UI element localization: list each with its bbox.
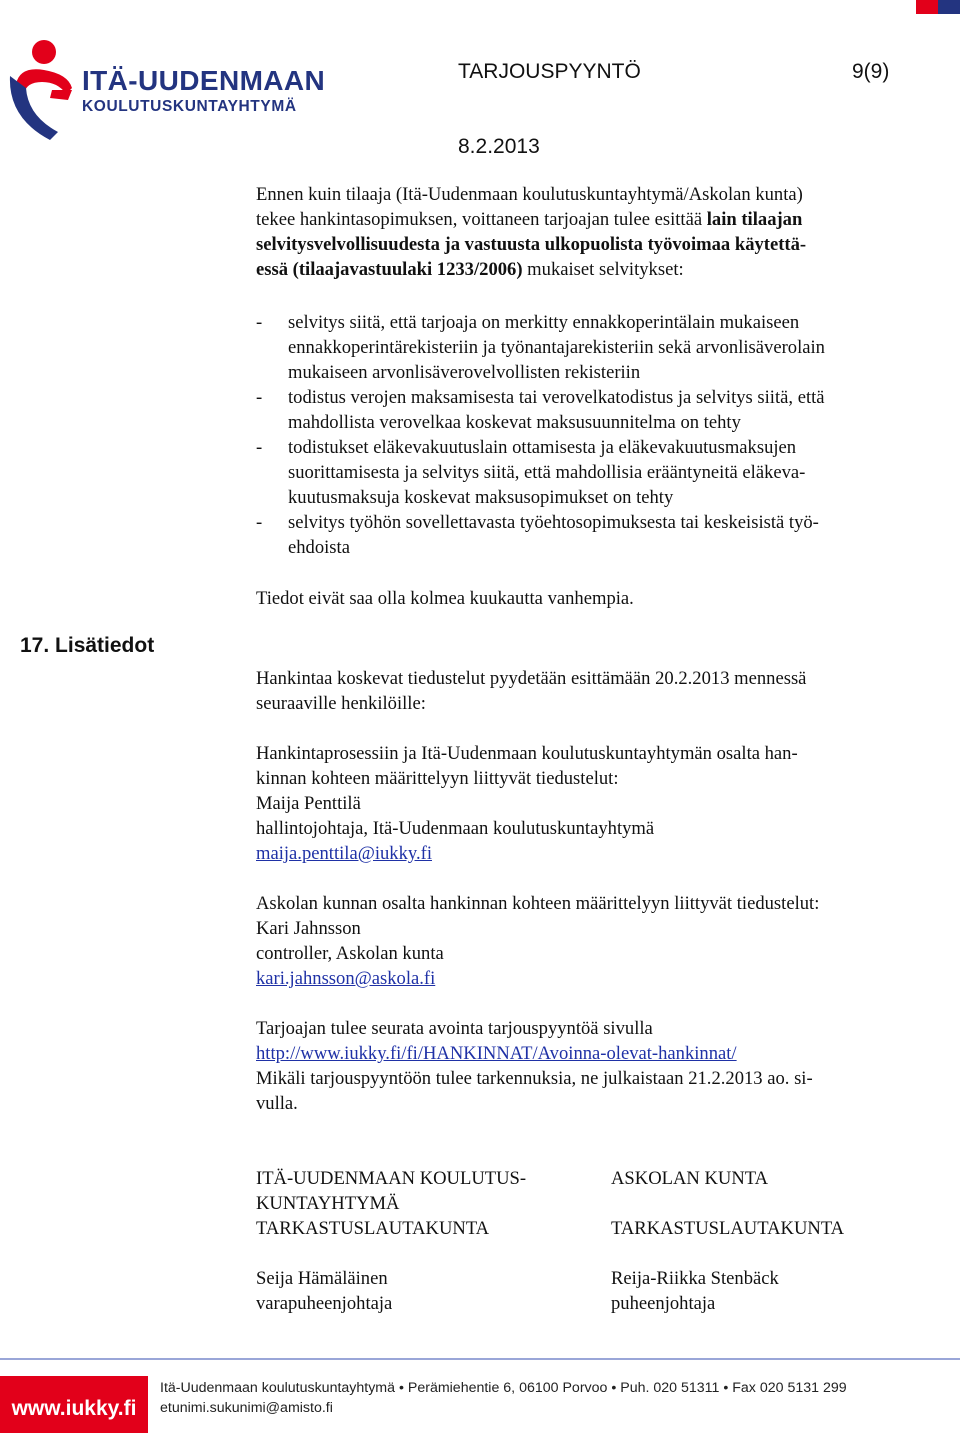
intro-line: Ennen kuin tilaaja (Itä-Uudenmaan koulutuskuntayhtymä/Askolan kunta) [256, 184, 803, 205]
list-dash: - [256, 512, 263, 533]
list-item-line: ehdoista [288, 537, 350, 558]
contact-title: hallintojohtaja, Itä-Uudenmaan koulutuskuntayhtymä [256, 818, 655, 839]
follow-up-paragraph [256, 1016, 916, 1116]
signature-board: TARKASTUSLAUTAKUNTA [611, 1218, 845, 1239]
organization-name-line2: KOULUTUSKUNTAYHTYMÄ [82, 98, 297, 115]
list-item [256, 310, 916, 385]
contact-name: Kari Jahnsson [256, 918, 361, 939]
paragraph-line: Tarjoajan tulee seurata avointa tarjouspyyntöä sivulla [256, 1018, 653, 1039]
contact-iukky [256, 741, 916, 866]
document-type: TARJOUSPYYNTÖ [458, 60, 641, 83]
footer-email: etunimi.sukunimi@amisto.fi [160, 1400, 333, 1416]
list-dash: - [256, 312, 263, 333]
signature-block-iukky [256, 1166, 596, 1316]
list-item [256, 435, 916, 510]
signatory-role: puheenjohtaja [611, 1293, 716, 1314]
contact-name: Maija Penttilä [256, 793, 361, 814]
corner-flag [916, 0, 960, 14]
paragraph-line: kinnan kohteen määrittelyyn liittyvät tiedustelut: [256, 768, 619, 789]
paragraph-line: seuraaville henkilöille: [256, 693, 426, 714]
paragraph-line: Askolan kunnan osalta hankinnan kohteen määrittelyyn liittyvät tiedustelut: [256, 893, 820, 914]
list-item-line: kuutusmaksuja koskevat maksusopimukset on tehty [288, 487, 674, 508]
intro-line [256, 232, 916, 257]
intro-bold-text: lain tilaajan [706, 209, 803, 230]
validity-note: Tiedot eivät saa olla kolmea kuukautta vanhempia. [256, 588, 634, 609]
list-dash: - [256, 387, 263, 408]
intro-text: mukaiset selvitykset: [522, 259, 684, 280]
section-title: 17. Lisätiedot [20, 634, 155, 657]
signature-org: ITÄ-UUDENMAAN KOULUTUS- [256, 1168, 527, 1189]
inquiry-deadline-paragraph [256, 666, 916, 716]
intro-line [256, 207, 916, 232]
list-item [256, 385, 916, 435]
signature-block-askola [611, 1166, 941, 1316]
list-item-line: mahdollista verovelkaa koskevat maksusuunnitelma on tehty [288, 412, 741, 433]
contact-email-link[interactable]: kari.jahnsson@askola.fi [256, 968, 436, 989]
paragraph-line: Hankintaprosessiin ja Itä-Uudenmaan koulutuskuntayhtymän osalta han- [256, 743, 798, 764]
list-item-line: selvitys siitä, että tarjoaja on merkitty ennakkoperintälain mukaiseen [288, 312, 800, 333]
paragraph-line: vulla. [256, 1093, 298, 1114]
list-dash: - [256, 437, 263, 458]
paragraph-line: Hankintaa koskevat tiedustelut pyydetään esittämään 20.2.2013 mennessä [256, 668, 807, 689]
contact-email-link[interactable]: maija.penttila@iukky.fi [256, 843, 432, 864]
list-item-line: mukaiseen arvonlisäverovelvollisten rekisteriin [288, 362, 641, 383]
list-item-line: suorittamisesta ja selvitys siitä, että mahdollisia erääntyneitä eläkeva- [288, 462, 806, 483]
tender-page-link[interactable]: http://www.iukky.fi/fi/HANKINNAT/Avoinna-olevat-hankinnat/ [256, 1043, 737, 1064]
list-item-line: ennakkoperintärekisteriin ja työnantajarekisteriin sekä arvonlisäverolain [288, 337, 825, 358]
intro-line [256, 257, 916, 282]
contact-title: controller, Askolan kunta [256, 943, 444, 964]
intro-bold-text: essä (tilaajavastuulaki 1233/2006) [256, 259, 523, 280]
list-item [256, 510, 916, 560]
footer-logo[interactable]: www.iukky.fi [0, 1376, 148, 1433]
signatory-role: varapuheenjohtaja [256, 1293, 393, 1314]
paragraph-line: Mikäli tarjouspyyntöön tulee tarkennuksia, ne julkaistaan 21.2.2013 ao. si- [256, 1068, 813, 1089]
signature-org: ASKOLAN KUNTA [611, 1168, 769, 1189]
signatory-name: Reija-Riikka Stenbäck [611, 1268, 779, 1289]
intro-paragraph [256, 182, 916, 282]
page-number: 9(9) [852, 60, 890, 83]
signature-org: KUNTAYHTYMÄ [256, 1193, 400, 1214]
intro-bold-text: selvitysvelvollisuudesta ja vastuusta ulkopuolista työvoimaa käytettä- [256, 234, 807, 255]
intro-text: tekee hankintasopimuksen, voittaneen tarjoajan tulee esittää [256, 209, 707, 230]
signature-board: TARKASTUSLAUTAKUNTA [256, 1218, 490, 1239]
footer-address: Itä-Uudenmaan koulutuskuntayhtymä • Perämiehentie 6, 06100 Porvoo • Puh. 020 51311 • Fax 020 5131 299 [160, 1380, 847, 1396]
footer-contact [160, 1378, 847, 1418]
requirements-list [256, 310, 916, 560]
list-item-line: todistus verojen maksamisesta tai verovelkatodistus ja selvitys siitä, että [288, 387, 825, 408]
list-item-line: todistukset eläkevakuutuslain ottamisesta ja eläkevakuutusmaksujen [288, 437, 797, 458]
organization-name [82, 67, 325, 115]
organization-name-line1: ITÄ-UUDENMAAN [82, 65, 326, 96]
document-date: 8.2.2013 [458, 135, 540, 158]
footer-divider [0, 1358, 960, 1360]
signatory-name: Seija Hämäläinen [256, 1268, 388, 1289]
contact-askola [256, 891, 916, 991]
list-item-line: selvitys työhön sovellettavasta työehtosopimuksesta tai keskeisistä työ- [288, 512, 819, 533]
